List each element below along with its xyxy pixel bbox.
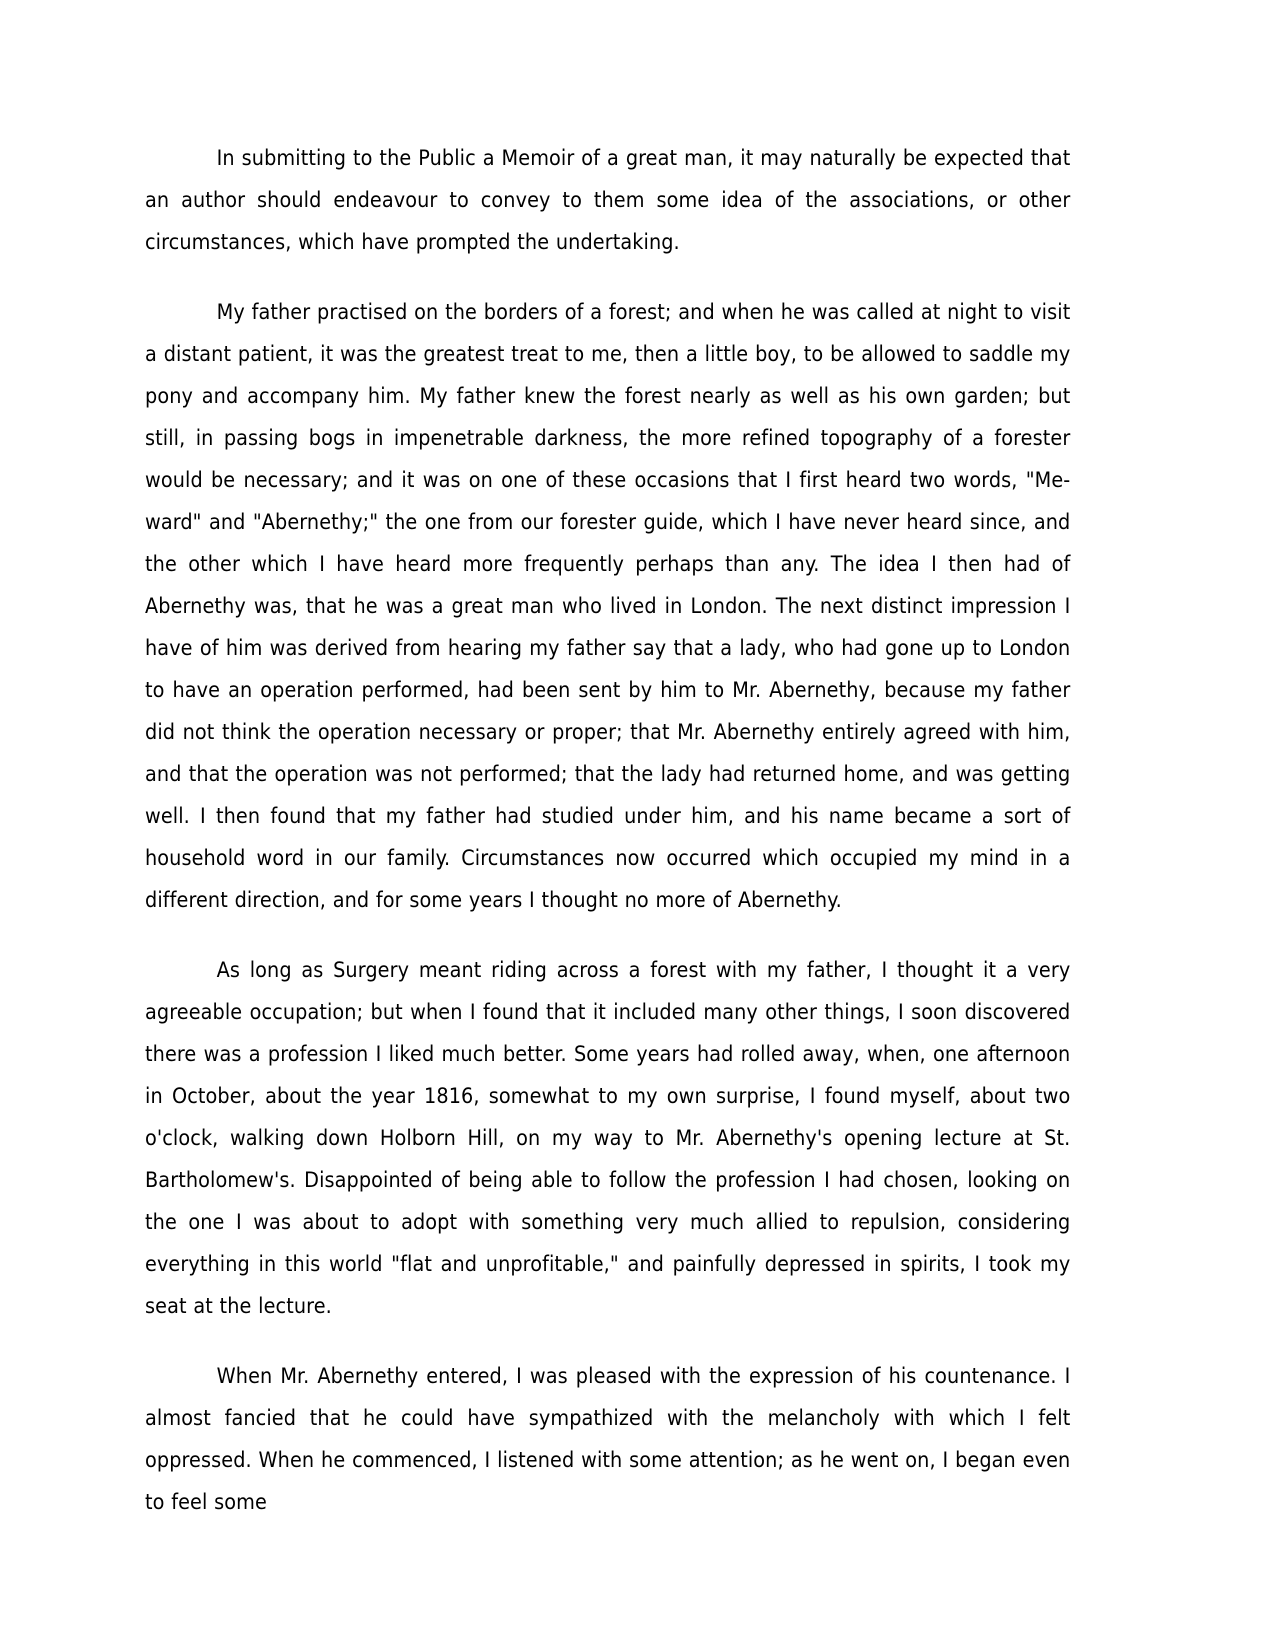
paragraph-3: As long as Surgery meant riding across a forest with my father, I thought it a very agreeable occupation; but when I found that it included many other things, I soon discovered there was a profession I liked much better. Some years had rolled away, when, one afternoon in October, about the year 1816, somewhat to my own surprise, I found myself, about two o'clock, walking down Holborn Hill, on my way to Mr. Abernethy's opening lecture at St. Bartholomew's. Disappointed of being able to follow the profession I had chosen, looking on the one I was about to adopt with something very much allied to repulsion, considering everything in this world "flat and unprofitable," and painfully depressed in spirits, I took my seat at the lecture.	[145, 958, 1071, 1319]
paragraph-2: My father practised on the borders of a forest; and when he was called at night to visit a distant patient, it was the greatest treat to me, then a little boy, to be allowed to saddle my pony and accompany him. My father knew the forest nearly as well as his own garden; but still, in passing bogs in impenetrable darkness, the more refined topography of a forester would be necessary; and it was on one of these occasions that I first heard two words, "Me-ward" and "Abernethy;" the one from our forester guide, which I have never heard since, and the other which I have heard more frequently perhaps than any. The idea I then had of Abernethy was, that he was a great man who lived in London. The next distinct impression I have of him was derived from hearing my father say that a lady, who had gone up to London to have an operation performed, had been sent by him to Mr. Abernethy, because my father did not think the operation necessary or proper; that Mr. Abernethy entirely agreed with him, and that the operation was not performed; that the lady had returned home, and was getting well. I then found that my father had studied under him, and his name became a sort of household word in our family. Circumstances now occurred which occupied my mind in a different direction, and for some years I thought no more of Abernethy.	[145, 300, 1071, 913]
paragraph-4: When Mr. Abernethy entered, I was pleased with the expression of his countenance. I almost fancied that he could have sympathized with the melancholy with which I felt oppressed. When he commenced, I listened with some attention; as he went on, I began even to feel some	[145, 1364, 1071, 1515]
body-text-column	[145, 138, 1075, 1524]
paragraph-1: In submitting to the Public a Memoir of a great man, it may naturally be expected that an author should endeavour to convey to them some idea of the associations, or other circumstances, which have prompted the undertaking.	[145, 146, 1071, 255]
